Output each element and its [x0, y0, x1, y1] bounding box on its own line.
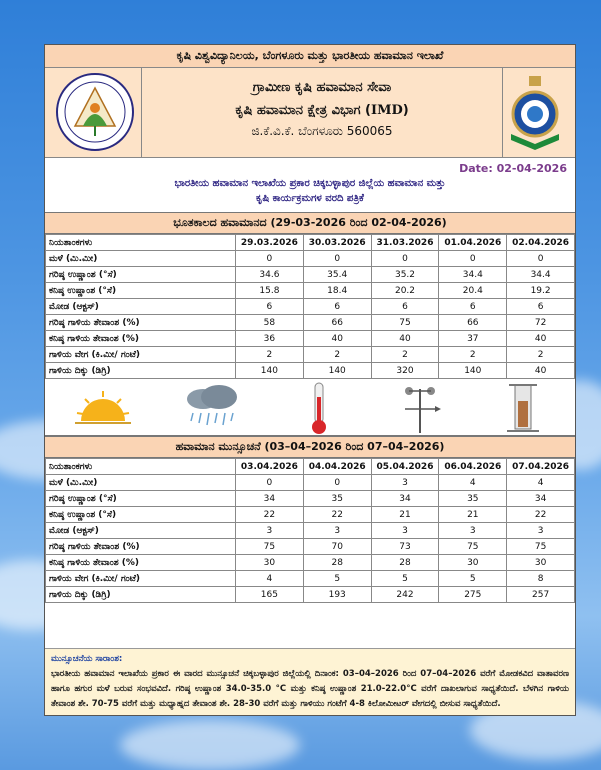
value-cell: 35.2 — [371, 267, 439, 283]
header-band — [45, 68, 575, 158]
value-cell: 75 — [371, 315, 439, 331]
value-cell: 34 — [371, 491, 439, 507]
date-header-cell: 04.04.2026 — [303, 459, 371, 475]
value-cell: 5 — [303, 571, 371, 587]
value-cell: 28 — [303, 555, 371, 571]
value-cell: 0 — [303, 475, 371, 491]
param-header-cell: ನಿಯತಾಂಕಗಳು — [46, 459, 236, 475]
value-cell: 36 — [236, 331, 304, 347]
value-cell: 34.6 — [236, 267, 304, 283]
table-header-row — [46, 459, 575, 475]
value-cell: 275 — [439, 587, 507, 603]
table-row — [46, 539, 575, 555]
division-suffix: ) — [402, 103, 409, 118]
value-cell: 30 — [507, 555, 575, 571]
parameter-label: ಕನಿಷ್ಠ ಉಷ್ಣಾಂಶ (°ಸೆ) — [46, 507, 236, 523]
value-cell: 2 — [236, 347, 304, 363]
value-cell: 2 — [439, 347, 507, 363]
value-cell: 2 — [303, 347, 371, 363]
value-cell: 4 — [236, 571, 304, 587]
table-row — [46, 491, 575, 507]
table-row — [46, 283, 575, 299]
forecast-summary-title: ಮುನ್ಸೂಚನೆಯ ಸಾರಾಂಶ: — [51, 654, 123, 664]
value-cell: 35.4 — [303, 267, 371, 283]
background-cloud — [120, 720, 300, 770]
value-cell: 6 — [507, 299, 575, 315]
parameter-label: ಗರಿಷ್ಠ ಉಷ್ಣಾಂಶ (°ಸೆ) — [46, 267, 236, 283]
value-cell: 257 — [507, 587, 575, 603]
value-cell: 0 — [439, 251, 507, 267]
table-row — [46, 347, 575, 363]
value-cell: 320 — [371, 363, 439, 379]
imd-emblem-icon — [505, 74, 565, 150]
value-cell: 28 — [371, 555, 439, 571]
sun-icon — [73, 387, 133, 427]
value-cell: 0 — [371, 251, 439, 267]
value-cell: 4 — [507, 475, 575, 491]
value-cell: 37 — [439, 331, 507, 347]
date-header-cell: 03.04.2026 — [236, 459, 304, 475]
value-cell: 34.4 — [507, 267, 575, 283]
forecast-summary — [45, 648, 575, 715]
value-cell: 40 — [371, 331, 439, 347]
parameter-label: ಕನಿಷ್ಠ ಗಾಳಿಯ ತೇವಾಂಶ (%) — [46, 331, 236, 347]
value-cell: 6 — [371, 299, 439, 315]
rain-cloud-icon — [179, 383, 245, 431]
university-title: ಕೃಷಿ ವಿಶ್ವವಿದ್ಯಾನಿಲಯ, ಬೆಂಗಳೂರು ಮತ್ತು ಭಾರತೀಯ ಹವಾಮಾನ ಇಲಾಖೆ — [45, 45, 575, 68]
date-header-cell: 29.03.2026 — [236, 235, 304, 251]
header-text-box — [141, 68, 503, 157]
value-cell: 21 — [439, 507, 507, 523]
division-imd: IMD — [370, 103, 403, 118]
table-row — [46, 507, 575, 523]
value-cell: 140 — [439, 363, 507, 379]
parameter-label: ಗರಿಷ್ಠ ಗಾಳಿಯ ತೇವಾಂಶ (%) — [46, 315, 236, 331]
value-cell: 18.4 — [303, 283, 371, 299]
parameter-label: ಮೋಡ (ಆಕ್ಟಸ್) — [46, 299, 236, 315]
table-row — [46, 315, 575, 331]
value-cell: 19.2 — [507, 283, 575, 299]
date-header-cell: 01.04.2026 — [439, 235, 507, 251]
table-row — [46, 363, 575, 379]
table-row — [46, 555, 575, 571]
value-cell: 22 — [507, 507, 575, 523]
parameter-label: ಗಾಳಿಯ ದಿಕ್ಕು (ಡಿಗ್ರಿ) — [46, 363, 236, 379]
value-cell: 35 — [303, 491, 371, 507]
date-header-cell: 30.03.2026 — [303, 235, 371, 251]
date-header-cell: 02.04.2026 — [507, 235, 575, 251]
value-cell: 0 — [303, 251, 371, 267]
value-cell: 75 — [439, 539, 507, 555]
date-header-cell: 07.04.2026 — [507, 459, 575, 475]
value-cell: 6 — [439, 299, 507, 315]
value-cell: 58 — [236, 315, 304, 331]
parameter-label: ಗರಿಷ್ಠ ಗಾಳಿಯ ತೇವಾಂಶ (%) — [46, 539, 236, 555]
value-cell: 8 — [507, 571, 575, 587]
division-prefix: ಕೃಷಿ ಹವಾಮಾನ ಕ್ಷೇತ್ರ ವಿಭಾಗ ( — [235, 103, 371, 118]
intro-line-2: ಕೃಷಿ ಕಾರ್ಯಕ್ರಮಗಳ ವರದಿ ಪತ್ರಿಕೆ — [256, 193, 364, 204]
rain-gauge-icon — [505, 381, 541, 435]
value-cell: 0 — [236, 251, 304, 267]
value-cell: 0 — [507, 251, 575, 267]
value-cell: 20.2 — [371, 283, 439, 299]
value-cell: 75 — [236, 539, 304, 555]
parameter-label: ಮೋಡ (ಆಕ್ಟಸ್) — [46, 523, 236, 539]
value-cell: 20.4 — [439, 283, 507, 299]
date-header-cell: 31.03.2026 — [371, 235, 439, 251]
value-cell: 4 — [439, 475, 507, 491]
value-cell: 40 — [507, 331, 575, 347]
value-cell: 73 — [371, 539, 439, 555]
value-cell: 3 — [371, 523, 439, 539]
past-weather-table — [45, 234, 575, 379]
table-row — [46, 571, 575, 587]
value-cell: 40 — [507, 363, 575, 379]
value-cell: 30 — [236, 555, 304, 571]
parameter-label: ಕನಿಷ್ಠ ಗಾಳಿಯ ತೇವಾಂಶ (%) — [46, 555, 236, 571]
value-cell: 66 — [303, 315, 371, 331]
table-row — [46, 267, 575, 283]
value-cell: 15.8 — [236, 283, 304, 299]
thermometer-icon — [309, 381, 329, 435]
wind-instrument-icon — [395, 381, 445, 435]
value-cell: 2 — [371, 347, 439, 363]
value-cell: 3 — [236, 523, 304, 539]
value-cell: 72 — [507, 315, 575, 331]
value-cell: 30 — [439, 555, 507, 571]
value-cell: 75 — [507, 539, 575, 555]
value-cell: 3 — [371, 475, 439, 491]
value-cell: 140 — [236, 363, 304, 379]
value-cell: 66 — [439, 315, 507, 331]
value-cell: 6 — [236, 299, 304, 315]
division-title — [142, 103, 502, 118]
param-header-cell: ನಿಯತಾಂಕಗಳು — [46, 235, 236, 251]
value-cell: 140 — [303, 363, 371, 379]
value-cell: 165 — [236, 587, 304, 603]
table-row — [46, 251, 575, 267]
value-cell: 22 — [236, 507, 304, 523]
past-weather-title: ಭೂತಕಾಲದ ಹವಾಮಾನದ (29-03-2026 ರಿಂದ 02-04-2026) — [45, 212, 575, 234]
value-cell: 21 — [371, 507, 439, 523]
service-title: ಗ್ರಾಮೀಣ ಕೃಷಿ ಹವಾಮಾನ ಸೇವಾ — [252, 80, 392, 95]
value-cell: 34 — [236, 491, 304, 507]
value-cell: 35 — [439, 491, 507, 507]
parameter-label: ಮಳೆ (ಮಿ.ಮೀ) — [46, 251, 236, 267]
value-cell: 34 — [507, 491, 575, 507]
value-cell: 3 — [303, 523, 371, 539]
value-cell: 3 — [439, 523, 507, 539]
value-cell: 3 — [507, 523, 575, 539]
value-cell: 5 — [371, 571, 439, 587]
forecast-summary-body: ಭಾರತೀಯ ಹವಾಮಾನ ಇಲಾಖೆಯ ಪ್ರಕಾರ ಈ ವಾರದ ಮುನ್ಸೂಚನೆ ಚಿಕ್ಕಬಳ್ಳಾಪುರ ಜಿಲ್ಲೆಯಲ್ಲಿ ದಿನಾಂಕ: 03–04–2026 ರಿಂದ 07–04–2026 ವರೆಗೆ ಮೋಡಕವಿದ ವಾತಾವರಣ ಹಾಗೂ ಹಗುರ ಮಳೆ ಬರುವ ಸಂಭವವಿದೆ. ಗರಿಷ್ಠ ಉಷ್ಣಾಂಶ 34.0-35.0 °C ಮತ್ತು ಕನಿಷ್ಠ ಉಷ್ಣಾಂಶ 21.0-22.0°C ವರೆಗೆ ದಾಖಲಾಗುವ ಸಾಧ್ಯತೆಯಿದೆ. ಬೆಳಗಿನ ಗಾಳಿಯ ತೇವಾಂಶ ಶೇ. 70-75 ವರೆಗೆ ಮತ್ತು ಮಧ್ಯಾಹ್ನದ ತೇವಾಂಶ ಶೇ. 28-30 ವರೆಗೆ ಮತ್ತು ಗಾಳಿಯು ಗಂಟೆಗೆ 4-8 ಕಿಲೋಮೀಟರ್ ವೇಗದಲ್ಲಿ ಬೀಸುವ ಸಾಧ್ಯತೆಯಿದೆ. — [51, 669, 569, 709]
intro-line-1: ಭಾರತೀಯ ಹವಾಮಾನ ಇಲಾಖೆಯ ಪ್ರಕಾರ ಚಿಕ್ಕಬಳ್ಳಾಪುರ ಜಿಲ್ಲೆಯ ಹವಾಮಾನ ಮತ್ತು — [174, 178, 446, 189]
value-cell: 34.4 — [439, 267, 507, 283]
table-header-row — [46, 235, 575, 251]
table-row — [46, 587, 575, 603]
parameter-label: ಕನಿಷ್ಠ ಉಷ್ಣಾಂಶ (°ಸೆ) — [46, 283, 236, 299]
value-cell: 40 — [303, 331, 371, 347]
value-cell: 193 — [303, 587, 371, 603]
date-header-cell: 06.04.2026 — [439, 459, 507, 475]
bulletin-document — [44, 44, 576, 716]
value-cell: 5 — [439, 571, 507, 587]
parameter-label: ಮಳೆ (ಮಿ.ಮೀ) — [46, 475, 236, 491]
value-cell: 242 — [371, 587, 439, 603]
uas-logo-icon — [55, 72, 135, 152]
value-cell: 6 — [303, 299, 371, 315]
weather-icons-row — [45, 379, 575, 436]
value-cell: 0 — [236, 475, 304, 491]
parameter-label: ಗಾಳಿಯ ದಿಕ್ಕು (ಡಿಗ್ರಿ) — [46, 587, 236, 603]
parameter-label: ಗರಿಷ್ಠ ಉಷ್ಣಾಂಶ (°ಸೆ) — [46, 491, 236, 507]
table-row — [46, 331, 575, 347]
value-cell: 70 — [303, 539, 371, 555]
value-cell: 22 — [303, 507, 371, 523]
value-cell: 2 — [507, 347, 575, 363]
forecast-title: ಹವಾಮಾನ ಮುನ್ಸೂಚನೆ (03–04–2026 ರಿಂದ 07–04–2026) — [45, 436, 575, 458]
table-row — [46, 299, 575, 315]
parameter-label: ಗಾಳಿಯ ವೇಗ (ಕಿ.ಮೀ/ ಗಂಟೆ) — [46, 571, 236, 587]
date-header-cell: 05.04.2026 — [371, 459, 439, 475]
forecast-table — [45, 458, 575, 603]
table-row — [46, 475, 575, 491]
date-label: Date: 02-04-2026 — [459, 162, 567, 175]
parameter-label: ಗಾಳಿಯ ವೇಗ (ಕಿ.ಮೀ/ ಗಂಟೆ) — [46, 347, 236, 363]
table-row — [46, 523, 575, 539]
address: ಜಿ.ಕೆ.ವಿ.ಕೆ. ಬೆಂಗಳೂರು 560065 — [251, 124, 393, 138]
